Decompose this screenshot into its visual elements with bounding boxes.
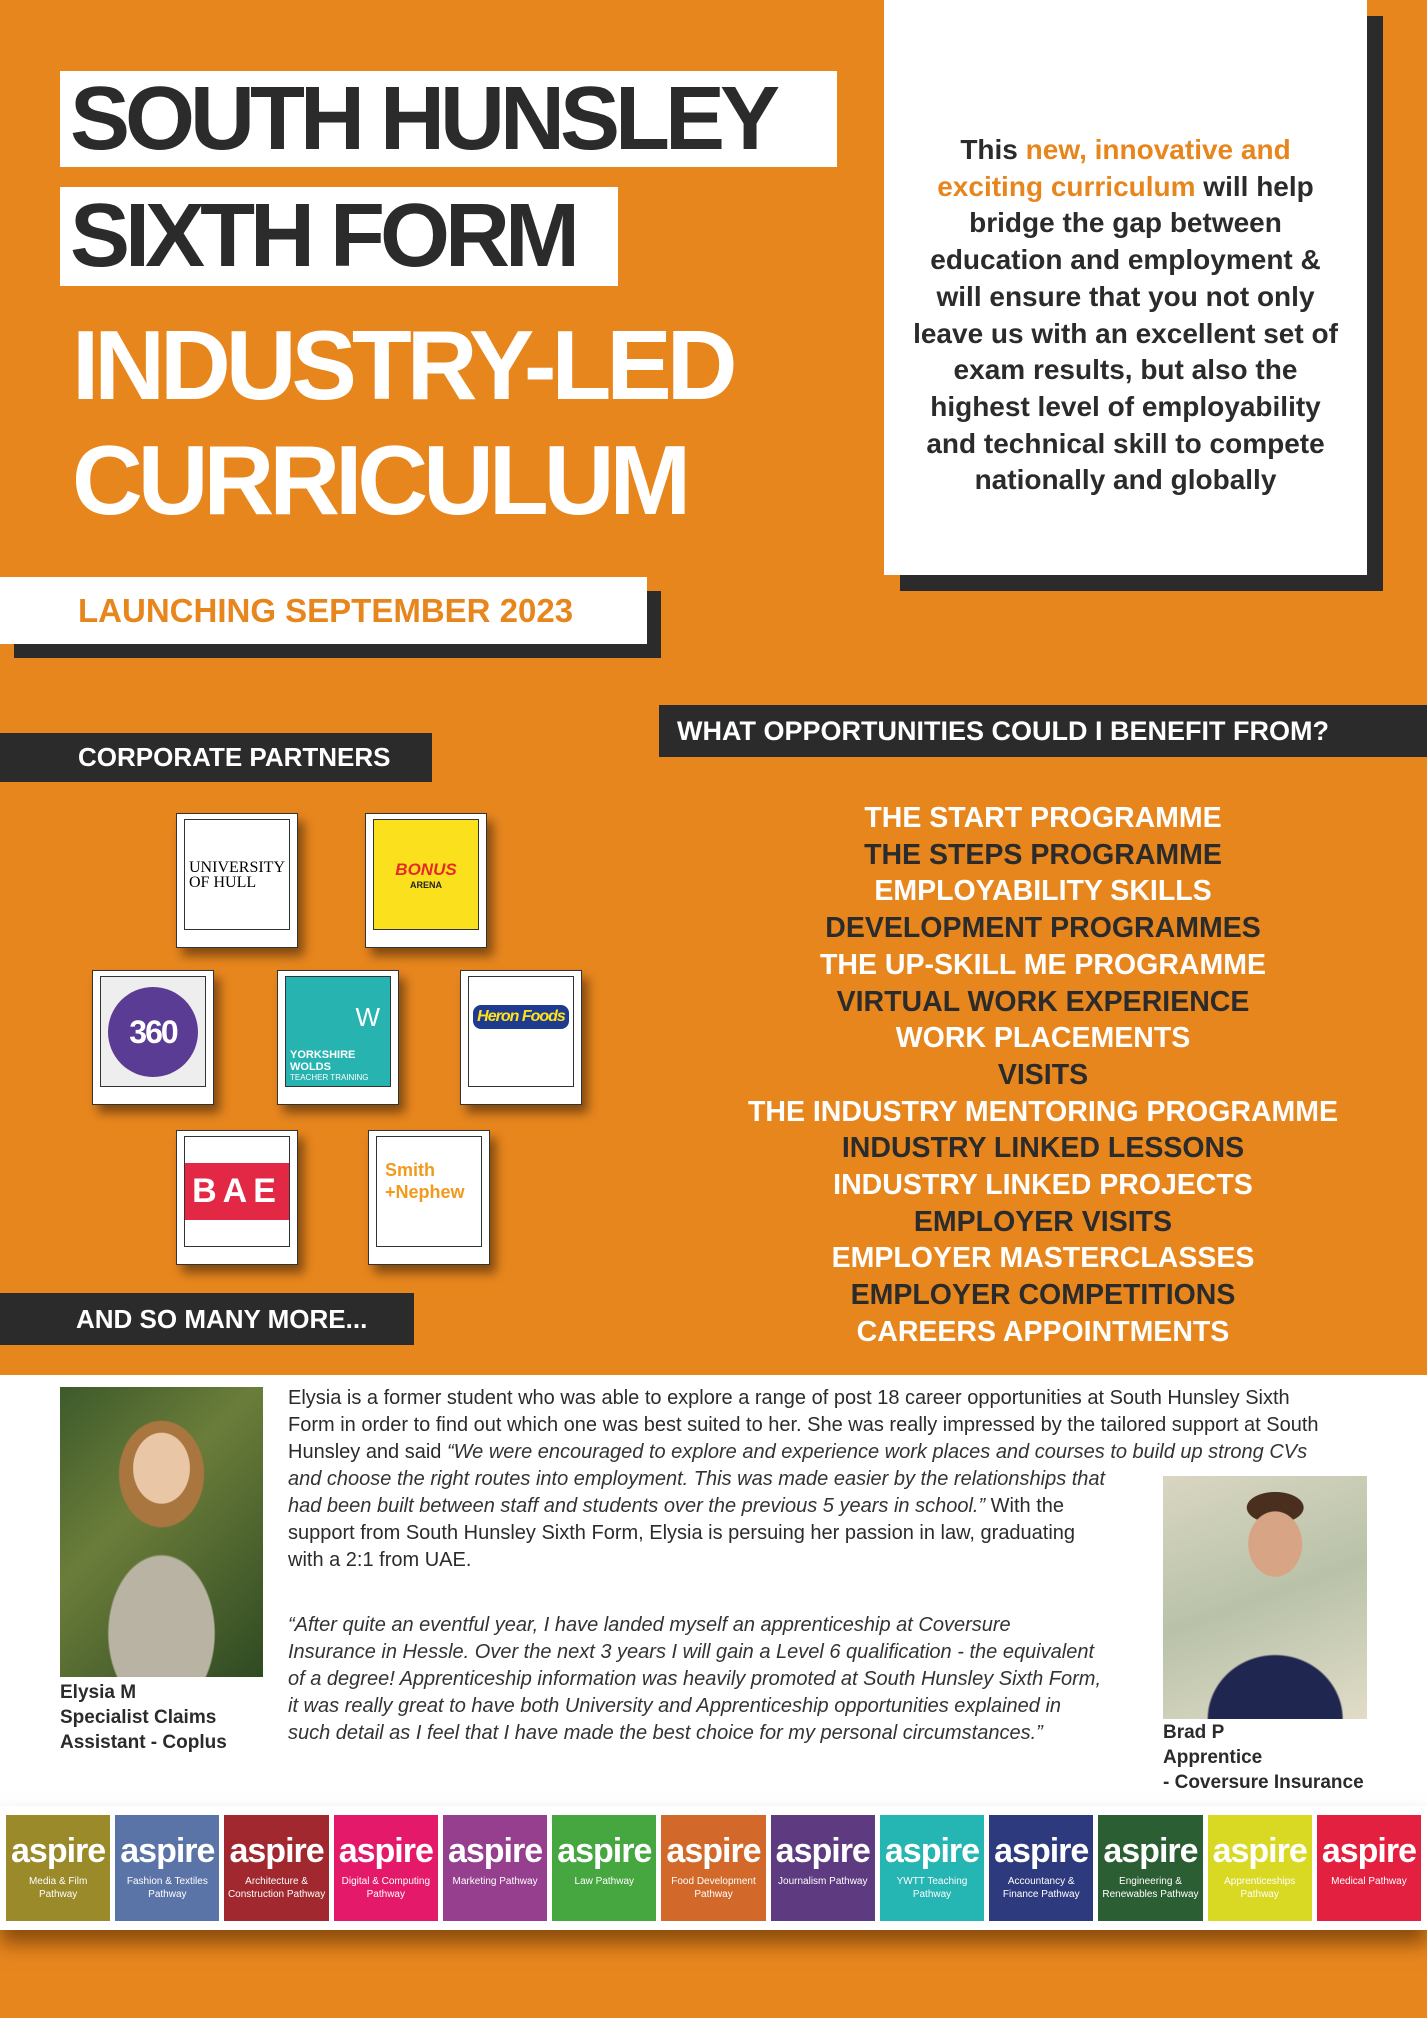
elysia-story-text-end: With the support from South Hunsley Sixth Form, Elysia is persuing her passion in law, graduating with a 2:1 from UAE. [288, 1495, 1076, 1571]
pathway-tile[interactable] [224, 1815, 328, 1921]
brad-photo [1163, 1476, 1367, 1719]
smith-logo-text: Smith [385, 1160, 436, 1180]
elysia-photo [60, 1387, 263, 1677]
pathway-name: YWTT Teaching Pathway [896, 1876, 968, 1900]
elysia-caption [60, 1680, 227, 1755]
hull-logo-text: UNIVERSITY OF HULL [189, 858, 285, 891]
elysia-role-2: Assistant - Coplus [60, 1732, 227, 1753]
title-line-4: CURRICULUM [72, 425, 687, 535]
360-logo: 360 [108, 987, 198, 1077]
aspire-logo: aspire [557, 1832, 652, 1870]
w-tick-logo-icon: W [355, 1002, 380, 1032]
nephew-logo-text: +Nephew [385, 1182, 465, 1202]
elysia-story-text: Elysia is a former student who was able to explore a range of post 18 career opportunities at South Hunsley Sixth Form in order to find out which one was best suited to her. She was really impressed by the tailored support at South Hunsley and said [288, 1387, 1319, 1463]
opportunity-item: VISITS [997, 1058, 1089, 1091]
launch-banner: LAUNCHING SEPTEMBER 2023 [0, 577, 647, 644]
pathway-tile[interactable] [880, 1815, 984, 1921]
brad-name: Brad P [1163, 1722, 1225, 1743]
pathway-name: Marketing Pathway [452, 1876, 538, 1887]
partner-360 [92, 970, 214, 1105]
pathway-name: Architecture & Construction Pathway [227, 1876, 326, 1900]
pathway-name: Digital & Computing Pathway [341, 1876, 430, 1900]
opportunity-item: WORK PLACEMENTS [895, 1022, 1191, 1055]
intro-box [884, 0, 1367, 575]
pathway-tile[interactable] [771, 1815, 875, 1921]
brad-quote [288, 1612, 1103, 1747]
bonus-logo-sub: ARENA [409, 879, 442, 890]
title-line-1: SOUTH HUNSLEY [60, 71, 837, 167]
aspire-logo: aspire [11, 1832, 106, 1870]
aspire-logo: aspire [1103, 1832, 1198, 1870]
elysia-role-1: Specialist Claims [60, 1707, 217, 1728]
opportunity-item: EMPLOYABILITY SKILLS [874, 875, 1212, 908]
intro-highlight: new, innovative and exciting curriculum [937, 134, 1291, 202]
opportunity-item: INDUSTRY LINKED PROJECTS [833, 1169, 1253, 1202]
aspire-logo: aspire [666, 1832, 761, 1870]
elysia-name: Elysia M [60, 1682, 137, 1703]
bonus-logo-text: BONUS [395, 859, 457, 879]
bae-logo: BAE [185, 1163, 289, 1220]
pathway-tile[interactable] [989, 1815, 1093, 1921]
brad-quote-text: “After quite an eventful year, I have landed myself an apprenticeship at Coversure Insurance in Hessle. Over the next 3 years I will gain a Level 6 qualification - the equivalent of a degree! Apprenticeship information was heavily promoted at South Hunsley Sixth Form, it was really great to have both University and Apprenticeship opportunities explained in such detail as I feel that I have made the best choice for my personal circumstances.” [288, 1614, 1102, 1744]
pathway-tile[interactable] [661, 1815, 765, 1921]
partner-bae [176, 1130, 298, 1265]
intro-text: This [960, 134, 1026, 165]
pathways-strip [0, 1806, 1427, 1930]
opportunity-item: INDUSTRY LINKED LESSONS [841, 1132, 1245, 1165]
aspire-logo: aspire [884, 1832, 980, 1870]
partner-university-of-hull [176, 813, 298, 948]
aspire-logo: aspire [994, 1832, 1089, 1870]
partner-heron-foods [460, 970, 582, 1105]
partner-bonus-arena [365, 813, 487, 948]
pathway-name: Fashion & Textiles Pathway [126, 1876, 208, 1900]
aspire-logo: aspire [120, 1832, 215, 1870]
aspire-logo: aspire [338, 1832, 433, 1870]
elysia-quote: “We were encouraged to explore and experience work places and courses to build up strong CVs and choose the right routes into employment. This was made easier by the relationships that had been built between staff and students over the previous 5 years in school.” [288, 1441, 1308, 1517]
pathway-name: Food Development Pathway [671, 1876, 756, 1900]
brad-role-1: Apprentice [1163, 1747, 1263, 1768]
aspire-logo: aspire [1212, 1832, 1307, 1870]
pathway-tile[interactable] [552, 1815, 656, 1921]
partner-yorkshire-wolds [277, 970, 399, 1105]
partners-heading: CORPORATE PARTNERS [0, 733, 432, 782]
opportunities-list [659, 800, 1427, 1351]
heron-logo: Heron Foods [473, 1005, 569, 1029]
pathway-tile[interactable] [1317, 1815, 1421, 1921]
opportunity-item: DEVELOPMENT PROGRAMMES [825, 912, 1261, 945]
opportunity-item: THE INDUSTRY MENTORING PROGRAMME [747, 1095, 1339, 1128]
partner-smith-nephew [368, 1130, 490, 1265]
yorkshire-logo-text: YORKSHIRE WOLDS [290, 1049, 356, 1073]
aspire-logo: aspire [1321, 1832, 1417, 1870]
pathway-tile[interactable] [1208, 1815, 1312, 1921]
pathway-name: Medical Pathway [1331, 1876, 1407, 1887]
pathway-tile[interactable] [6, 1815, 110, 1921]
pathway-name: Apprenticeships Pathway [1224, 1876, 1296, 1900]
title-line-2: SIXTH FORM [60, 187, 618, 286]
opportunity-item: VIRTUAL WORK EXPERIENCE [836, 985, 1250, 1018]
yorkshire-logo-sub: TEACHER TRAINING [290, 1073, 369, 1082]
opportunity-item: EMPLOYER MASTERCLASSES [831, 1242, 1255, 1275]
aspire-logo: aspire [447, 1832, 543, 1870]
intro-text-rest: will help bridge the gap between education and employment & will ensure that you not only leave us with an excellent set of exam results, but also the highest level of employability and technical skill to compete nationally and globally [913, 170, 1338, 496]
pathway-name: Media & Film Pathway [28, 1876, 88, 1900]
opportunity-item: EMPLOYER VISITS [913, 1205, 1173, 1238]
pathway-tile[interactable] [1098, 1815, 1202, 1921]
pathway-name: Journalism Pathway [778, 1876, 868, 1887]
aspire-logo: aspire [775, 1832, 870, 1870]
opportunities-heading: WHAT OPPORTUNITIES COULD I BENEFIT FROM? [659, 705, 1427, 757]
aspire-logo: aspire [229, 1832, 324, 1870]
pathway-name: Accountancy & Finance Pathway [1002, 1876, 1080, 1900]
pathway-tile[interactable] [334, 1815, 438, 1921]
opportunity-item: THE STEPS PROGRAMME [864, 838, 1222, 871]
partners-more: AND SO MANY MORE... [0, 1293, 414, 1345]
opportunity-item: THE START PROGRAMME [864, 802, 1222, 834]
pathway-name: Engineering & Renewables Pathway [1102, 1876, 1199, 1900]
opportunity-item: EMPLOYER COMPETITIONS [850, 1279, 1236, 1312]
pathway-name: Law Pathway [574, 1876, 635, 1887]
opportunity-item: CAREERS APPOINTMENTS [856, 1315, 1230, 1348]
pathway-tile[interactable] [443, 1815, 547, 1921]
pathway-tile[interactable] [115, 1815, 219, 1921]
title-line-3: INDUSTRY-LED [72, 310, 733, 420]
brad-role-2: - Coversure Insurance [1163, 1772, 1364, 1793]
opportunity-item: THE UP-SKILL ME PROGRAMME [820, 948, 1266, 981]
brad-caption [1163, 1720, 1364, 1795]
